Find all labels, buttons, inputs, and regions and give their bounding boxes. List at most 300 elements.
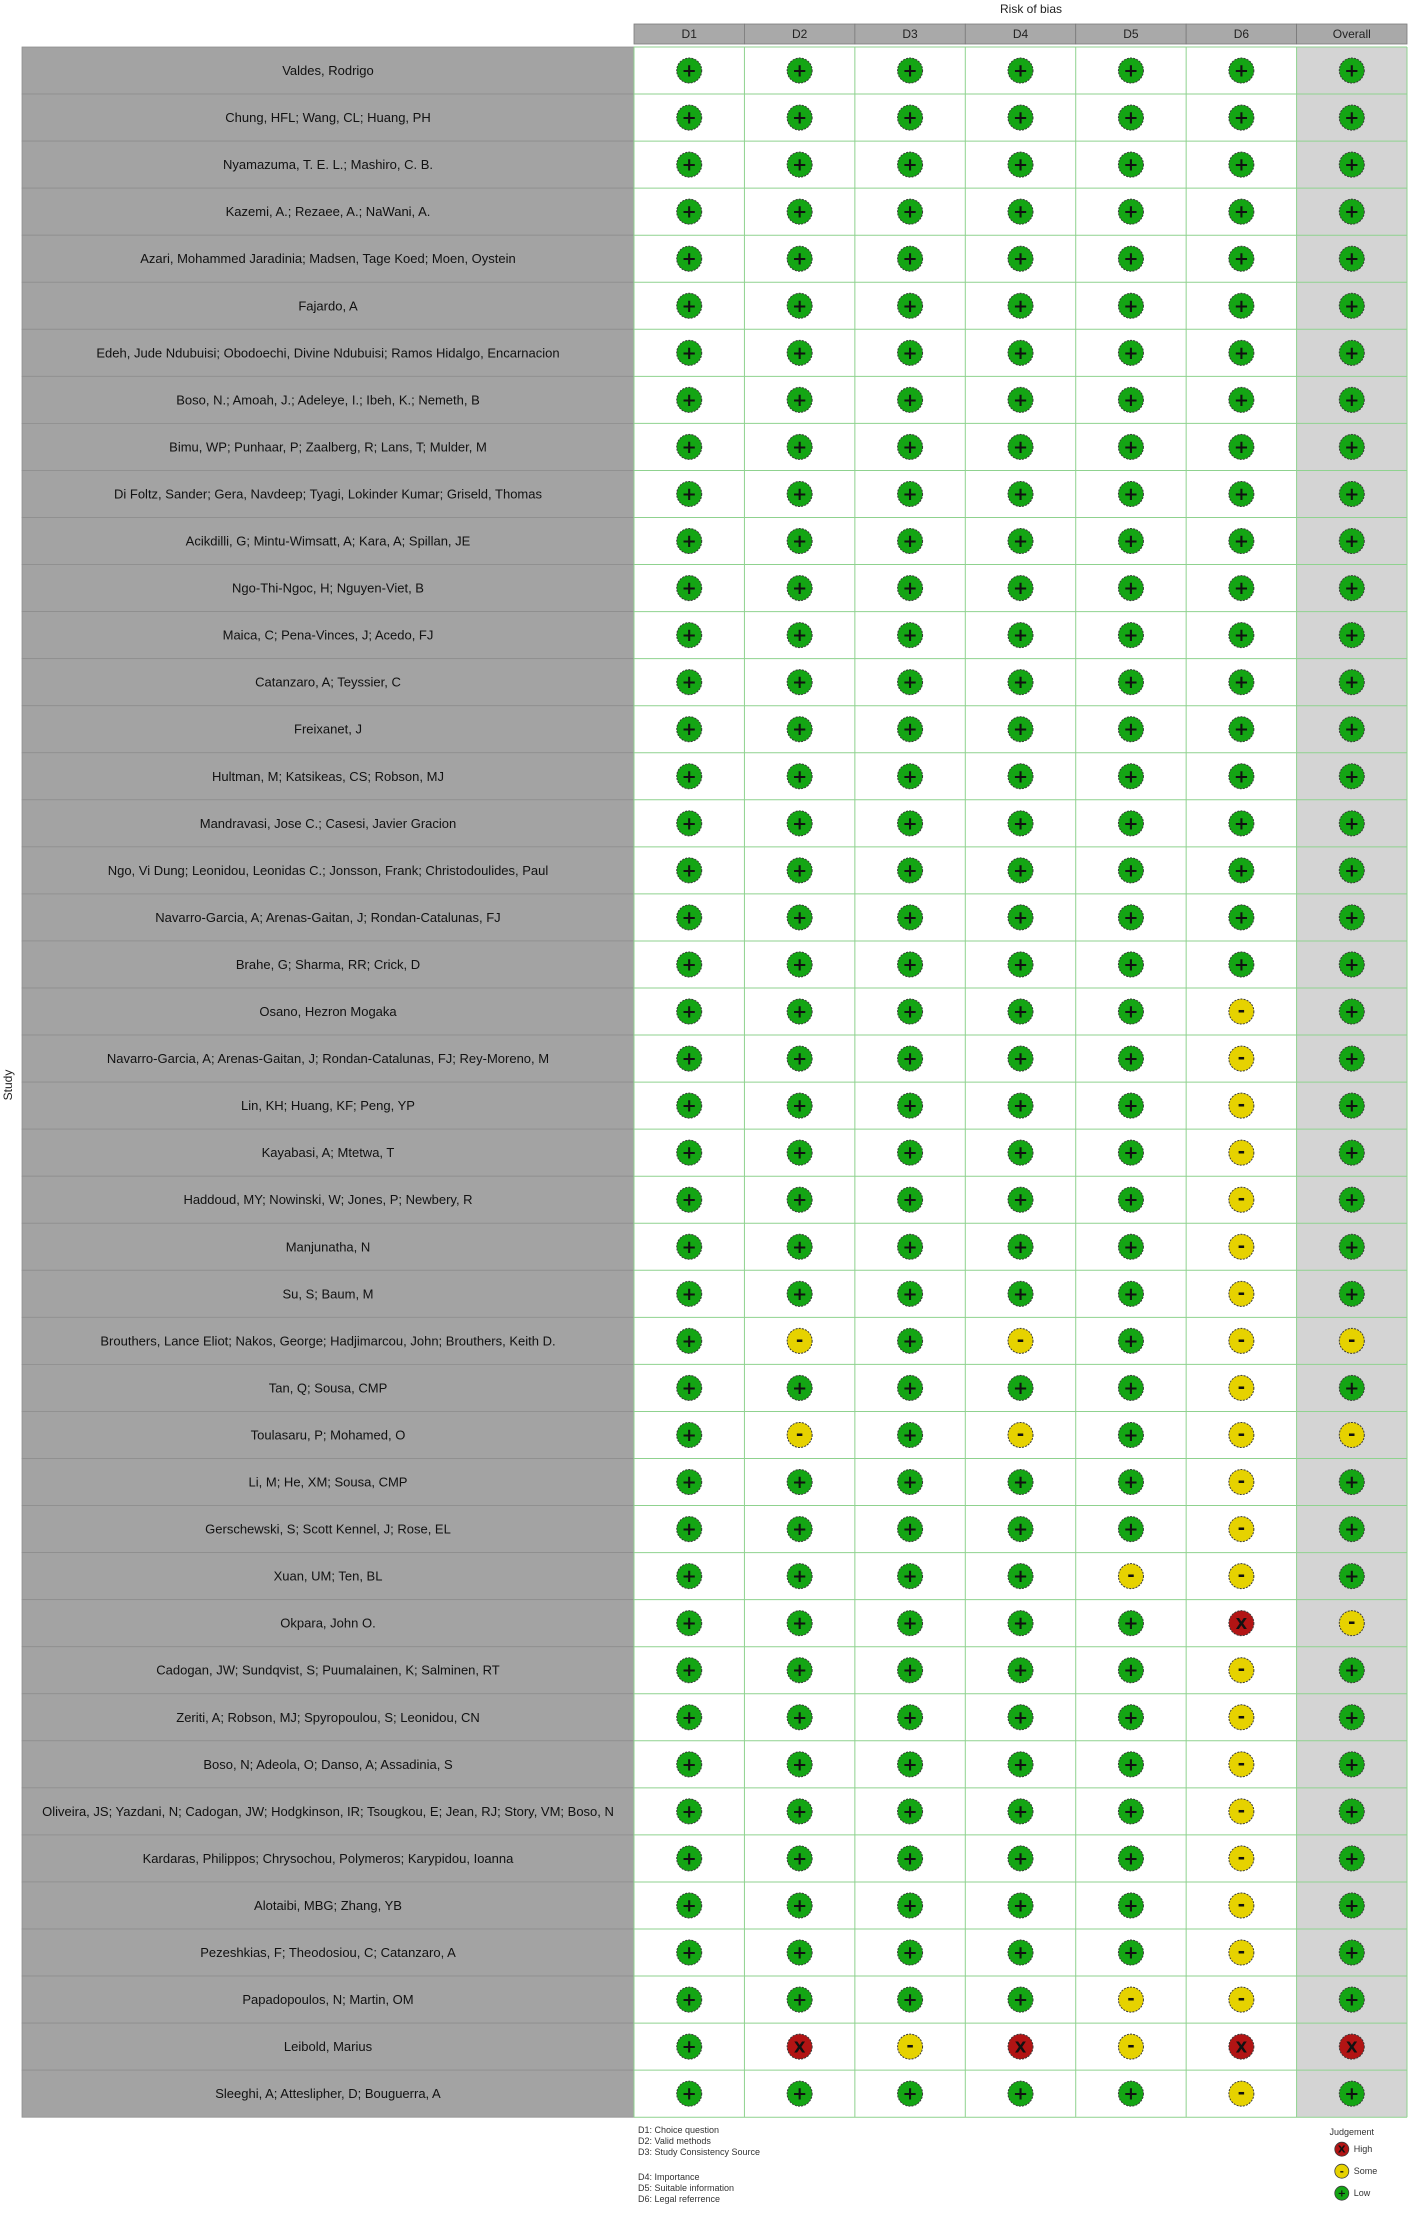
judgement-symbol: +: [792, 1566, 808, 1588]
judgement-symbol: +: [792, 201, 808, 223]
header-label-d3: D3: [902, 27, 918, 41]
judgement-symbol: -: [795, 1423, 804, 1445]
judgement-symbol: +: [681, 1801, 697, 1823]
judgement-symbol: -: [1127, 2035, 1135, 2057]
study-label: Boso, N; Adeola, O; Danso, A; Assadinia, S: [203, 1756, 453, 1772]
judgement-symbol: +: [1123, 1519, 1139, 1541]
judgement-symbol: +: [1344, 1472, 1360, 1494]
judgement-symbol: +: [902, 1754, 918, 1776]
judgement-symbol: +: [792, 1519, 808, 1541]
judgement-symbol: +: [792, 578, 808, 600]
domain-description: D5: Suitable information: [638, 2183, 735, 2194]
judgement-symbol: +: [1012, 60, 1029, 82]
judgement-symbol: +: [1012, 719, 1029, 741]
domain-description: D3: Study Consistency Source: [638, 2147, 761, 2158]
judgement-symbol: +: [1123, 295, 1139, 317]
judgement-symbol: +: [681, 483, 697, 505]
judgement-symbol: +: [1344, 578, 1360, 600]
judgement-symbol: +: [792, 1613, 808, 1635]
judgement-symbol: +: [1233, 436, 1249, 458]
judgement-symbol: X: [1346, 2038, 1358, 2057]
judgement-symbol: +: [1012, 1801, 1029, 1823]
judgement-symbol: +: [902, 1613, 918, 1635]
judgement-symbol: +: [1123, 1895, 1139, 1917]
judgement-symbol: +: [681, 295, 697, 317]
study-label: Xuan, UM; Ten, BL: [273, 1568, 383, 1584]
study-label: Valdes, Rodrigo: [282, 63, 374, 79]
study-label: Navarro-Garcia, A; Arenas-Gaitan, J; Rondan-Catalunas, FJ: [155, 909, 501, 925]
judgement-symbol: +: [1123, 1001, 1139, 1023]
judgement-symbol: +: [1012, 342, 1029, 364]
judgement-symbol: +: [902, 1236, 918, 1258]
study-label: Maica, C; Pena-Vinces, J; Acedo, FJ: [222, 627, 434, 643]
judgement-symbol: +: [902, 60, 918, 82]
judgement-symbol: +: [1012, 1142, 1029, 1164]
study-label: Haddoud, MY; Nowinski, W; Jones, P; Newbery, R: [183, 1192, 473, 1208]
chart-title: Risk of bias: [999, 2, 1063, 16]
judgement-symbol: +: [1123, 860, 1139, 882]
legend-title: Judgement: [1329, 2127, 1375, 2138]
judgement-symbol: -: [1127, 1988, 1135, 2010]
judgement-symbol: +: [1233, 766, 1249, 788]
judgement-symbol: +: [681, 389, 697, 411]
judgement-symbol: +: [792, 1377, 808, 1399]
study-label: Azari, Mohammed Jaradinia; Madsen, Tage Koed; Moen, Oystein: [140, 251, 516, 267]
judgement-symbol: +: [681, 1377, 697, 1399]
judgement-symbol: +: [1012, 1095, 1029, 1117]
study-label: Leibold, Marius: [283, 2039, 373, 2055]
judgement-symbol: +: [1123, 1754, 1139, 1776]
judgement-symbol: +: [1012, 1989, 1029, 2011]
legend-symbol: -: [1339, 2166, 1344, 2178]
judgement-symbol: +: [902, 1424, 918, 1446]
judgement-symbol: +: [1344, 813, 1360, 835]
judgement-symbol: +: [681, 1613, 697, 1635]
judgement-symbol: +: [1344, 625, 1360, 647]
judgement-symbol: -: [1237, 1659, 1246, 1681]
header-label-d5: D5: [1123, 27, 1139, 41]
judgement-symbol: +: [902, 1566, 918, 1588]
judgement-symbol: +: [902, 1048, 918, 1070]
judgement-symbol: +: [792, 766, 808, 788]
judgement-symbol: +: [681, 1236, 697, 1258]
judgement-symbol: -: [1237, 1094, 1246, 1116]
study-label: Okpara, John O.: [280, 1615, 376, 1631]
judgement-symbol: X: [793, 2038, 806, 2057]
study-label: Edeh, Jude Ndubuisi; Obodoechi, Divine Ndubuisi; Ramos Hidalgo, Encarnacion: [96, 345, 560, 361]
judgement-symbol: +: [902, 1519, 918, 1541]
study-label: Gerschewski, S; Scott Kennel, J; Rose, EL: [205, 1521, 451, 1537]
judgement-symbol: +: [1123, 531, 1139, 553]
study-label: Catanzaro, A; Teyssier, C: [255, 674, 401, 690]
study-label: Freixanet, J: [294, 721, 362, 737]
judgement-symbol: +: [1012, 1895, 1029, 1917]
judgement-symbol: +: [902, 1895, 918, 1917]
study-label: Alotaibi, MBG; Zhang, YB: [254, 1897, 402, 1913]
judgement-symbol: +: [902, 1848, 918, 1870]
judgement-symbol: +: [1123, 1424, 1139, 1446]
judgement-symbol: -: [1348, 1612, 1356, 1634]
study-label: Su, S; Baum, M: [282, 1286, 374, 1302]
judgement-symbol: +: [681, 1754, 697, 1776]
judgement-symbol: +: [1123, 1142, 1139, 1164]
judgement-symbol: +: [792, 1001, 808, 1023]
judgement-symbol: -: [795, 1329, 804, 1351]
judgement-symbol: +: [792, 342, 808, 364]
study-label: Zeriti, A; Robson, MJ; Spyropoulou, S; Leonidou, CN: [176, 1709, 480, 1725]
judgement-symbol: +: [792, 1942, 808, 1964]
legend-label-some: Some: [1353, 2166, 1378, 2177]
header-label-overall: Overall: [1332, 27, 1371, 41]
domain-description: D1: Choice question: [638, 2125, 720, 2136]
judgement-symbol: +: [1012, 1848, 1029, 1870]
judgement-symbol: +: [902, 2083, 918, 2105]
judgement-symbol: +: [902, 1283, 918, 1305]
judgement-symbol: +: [681, 860, 697, 882]
judgement-symbol: +: [1012, 1519, 1029, 1541]
judgement-symbol: +: [792, 625, 808, 647]
judgement-symbol: +: [681, 107, 697, 129]
study-label: Sleeghi, A; Atteslipher, D; Bouguerra, A: [215, 2086, 441, 2102]
judgement-symbol: +: [1344, 1001, 1360, 1023]
judgement-symbol: +: [902, 531, 918, 553]
judgement-symbol: +: [1123, 1283, 1139, 1305]
study-label: Chung, HFL; Wang, CL; Huang, PH: [225, 110, 431, 126]
judgement-symbol: +: [1012, 1377, 1029, 1399]
judgement-symbol: +: [902, 201, 918, 223]
judgement-symbol: +: [1233, 295, 1249, 317]
judgement-symbol: -: [1237, 1565, 1246, 1587]
judgement-symbol: +: [1344, 154, 1360, 176]
judgement-symbol: +: [681, 60, 697, 82]
legend-symbol: +: [1337, 2188, 1346, 2200]
judgement-symbol: +: [1123, 1330, 1139, 1352]
judgement-symbol: +: [792, 1283, 808, 1305]
judgement-symbol: +: [792, 2083, 808, 2105]
judgement-symbol: +: [1012, 1754, 1029, 1776]
judgement-symbol: +: [902, 1660, 918, 1682]
judgement-symbol: +: [902, 1472, 918, 1494]
study-label: Toulasaru, P; Mohamed, O: [250, 1427, 406, 1443]
study-label: Tan, Q; Sousa, CMP: [268, 1380, 388, 1396]
judgement-symbol: +: [1123, 436, 1139, 458]
header-label-d1: D1: [681, 27, 697, 41]
judgement-symbol: +: [1233, 531, 1249, 553]
judgement-symbol: +: [681, 1189, 697, 1211]
study-label: Brahe, G; Sharma, RR; Crick, D: [235, 956, 421, 972]
judgement-symbol: +: [1233, 154, 1249, 176]
judgement-symbol: +: [1012, 1942, 1029, 1964]
judgement-symbol: +: [792, 436, 808, 458]
judgement-symbol: +: [1344, 860, 1360, 882]
legend-label-high: High: [1353, 2144, 1373, 2155]
study-label: Osano, Hezron Mogaka: [259, 1004, 397, 1020]
judgement-symbol: +: [681, 1707, 697, 1729]
judgement-symbol: +: [1233, 907, 1249, 929]
judgement-symbol: -: [1237, 1376, 1246, 1398]
judgement-symbol: +: [1123, 201, 1139, 223]
judgement-symbol: +: [1012, 483, 1029, 505]
judgement-symbol: +: [681, 1895, 697, 1917]
study-label: Pezeshkias, F; Theodosiou, C; Catanzaro, A: [200, 1945, 456, 1961]
judgement-symbol: +: [792, 907, 808, 929]
header-label-d2: D2: [791, 27, 808, 41]
judgement-symbol: +: [681, 1566, 697, 1588]
judgement-symbol: +: [1012, 1189, 1029, 1211]
judgement-symbol: +: [902, 1707, 918, 1729]
judgement-symbol: -: [1348, 1329, 1356, 1351]
judgement-symbol: +: [1344, 1660, 1360, 1682]
judgement-symbol: +: [1344, 1377, 1360, 1399]
judgement-symbol: +: [681, 1095, 697, 1117]
judgement-symbol: +: [681, 813, 697, 835]
judgement-symbol: +: [902, 907, 918, 929]
judgement-symbol: -: [1237, 1000, 1246, 1022]
judgement-symbol: +: [1344, 766, 1360, 788]
judgement-symbol: +: [681, 2036, 697, 2058]
judgement-symbol: -: [1237, 1235, 1246, 1257]
judgement-symbol: +: [1344, 342, 1360, 364]
judgement-symbol: +: [1344, 1895, 1360, 1917]
study-label: Di Foltz, Sander; Gera, Navdeep; Tyagi, Lokinder Kumar; Griseld, Thomas: [114, 486, 542, 502]
study-label: Nyamazuma, T. E. L.; Mashiro, C. B.: [223, 157, 433, 173]
judgement-symbol: +: [792, 1236, 808, 1258]
judgement-symbol: +: [1012, 1707, 1029, 1729]
judgement-symbol: +: [792, 1989, 808, 2011]
judgement-symbol: +: [681, 954, 697, 976]
judgement-symbol: +: [681, 1519, 697, 1541]
judgement-symbol: +: [1344, 954, 1360, 976]
judgement-symbol: +: [1012, 201, 1029, 223]
judgement-symbol: X: [1014, 2038, 1027, 2057]
judgement-symbol: +: [1344, 1048, 1360, 1070]
judgement-symbol: +: [792, 107, 808, 129]
judgement-symbol: +: [1123, 672, 1139, 694]
judgement-symbol: +: [1233, 860, 1249, 882]
judgement-symbol: +: [681, 1989, 697, 2011]
judgement-symbol: -: [1237, 1753, 1246, 1775]
judgement-symbol: +: [1123, 907, 1139, 929]
judgement-symbol: +: [681, 625, 697, 647]
judgement-symbol: +: [1233, 248, 1249, 270]
judgement-symbol: +: [1344, 2083, 1360, 2105]
judgement-symbol: +: [1233, 625, 1249, 647]
judgement-symbol: -: [1237, 1847, 1246, 1869]
study-label: Navarro-Garcia, A; Arenas-Gaitan, J; Rondan-Catalunas, FJ; Rey-Moreno, M: [106, 1051, 550, 1067]
judgement-symbol: +: [1123, 1236, 1139, 1258]
judgement-symbol: -: [1127, 1565, 1135, 1587]
judgement-symbol: +: [1012, 578, 1029, 600]
judgement-symbol: +: [681, 248, 697, 270]
judgement-symbol: +: [792, 719, 808, 741]
judgement-symbol: +: [902, 1001, 918, 1023]
judgement-symbol: +: [1012, 813, 1029, 835]
study-label: Boso, N.; Amoah, J.; Adeleye, I.; Ibeh, K.; Nemeth, B: [176, 392, 480, 408]
judgement-symbol: +: [792, 1801, 808, 1823]
judgement-symbol: -: [1237, 1518, 1246, 1540]
judgement-symbol: +: [902, 1377, 918, 1399]
judgement-symbol: +: [1233, 389, 1249, 411]
study-label: Bimu, WP; Punhaar, P; Zaalberg, R; Lans, T; Mulder, M: [169, 439, 487, 455]
legend-label-low: Low: [1353, 2188, 1371, 2199]
study-label: Ngo-Thi-Ngoc, H; Nguyen-Viet, B: [232, 580, 424, 596]
judgement-symbol: +: [681, 1283, 697, 1305]
judgement-symbol: +: [1012, 436, 1029, 458]
judgement-symbol: +: [792, 1142, 808, 1164]
judgement-symbol: +: [1344, 201, 1360, 223]
judgement-symbol: +: [1344, 1236, 1360, 1258]
domain-description: D4: Importance: [638, 2172, 700, 2183]
judgement-symbol: -: [1237, 1423, 1246, 1445]
judgement-symbol: +: [902, 860, 918, 882]
judgement-symbol: +: [902, 389, 918, 411]
judgement-symbol: +: [1123, 1801, 1139, 1823]
judgement-symbol: -: [1016, 1423, 1025, 1445]
judgement-symbol: +: [792, 295, 808, 317]
judgement-symbol: +: [792, 1707, 808, 1729]
judgement-symbol: +: [1233, 107, 1249, 129]
judgement-symbol: +: [1123, 1472, 1139, 1494]
judgement-symbol: +: [792, 860, 808, 882]
judgement-symbol: +: [681, 1330, 697, 1352]
judgement-symbol: +: [681, 436, 697, 458]
judgement-symbol: +: [1012, 1236, 1029, 1258]
judgement-symbol: -: [906, 2035, 914, 2057]
judgement-symbol: +: [1123, 107, 1139, 129]
judgement-symbol: +: [1344, 60, 1360, 82]
judgement-symbol: +: [902, 766, 918, 788]
judgement-symbol: -: [1237, 1471, 1246, 1493]
judgement-symbol: +: [1012, 766, 1029, 788]
judgement-symbol: +: [1123, 1942, 1139, 1964]
study-label: Cadogan, JW; Sundqvist, S; Puumalainen, K; Salminen, RT: [156, 1662, 500, 1678]
judgement-symbol: +: [1344, 483, 1360, 505]
judgement-symbol: -: [1237, 1141, 1246, 1163]
judgement-symbol: -: [1348, 1423, 1356, 1445]
judgement-symbol: -: [1237, 1988, 1246, 2010]
judgement-symbol: +: [1233, 201, 1249, 223]
judgement-symbol: +: [1344, 1519, 1360, 1541]
judgement-symbol: +: [792, 1848, 808, 1870]
judgement-symbol: +: [1012, 1001, 1029, 1023]
judgement-symbol: +: [1123, 766, 1139, 788]
judgement-symbol: +: [1012, 531, 1029, 553]
study-label: Ngo, Vi Dung; Leonidou, Leonidas C.; Jonsson, Frank; Christodoulides, Paul: [107, 862, 549, 878]
study-label: Manjunatha, N: [285, 1239, 371, 1255]
judgement-symbol: +: [902, 1989, 918, 2011]
judgement-symbol: +: [1344, 1989, 1360, 2011]
judgement-symbol: +: [902, 1095, 918, 1117]
judgement-symbol: -: [1237, 2082, 1246, 2104]
judgement-symbol: +: [902, 672, 918, 694]
judgement-symbol: +: [1123, 1707, 1139, 1729]
judgement-symbol: +: [792, 1754, 808, 1776]
judgement-symbol: -: [1237, 1282, 1246, 1304]
judgement-symbol: +: [1344, 389, 1360, 411]
judgement-symbol: +: [681, 766, 697, 788]
domain-description: D6: Legal referrence: [638, 2194, 721, 2205]
judgement-symbol: +: [1344, 1095, 1360, 1117]
judgement-symbol: -: [1237, 1941, 1246, 1963]
judgement-symbol: +: [681, 2083, 697, 2105]
judgement-symbol: +: [1012, 295, 1029, 317]
judgement-symbol: +: [792, 1895, 808, 1917]
judgement-symbol: +: [1012, 1566, 1029, 1588]
judgement-symbol: +: [1344, 719, 1360, 741]
judgement-symbol: +: [1344, 1189, 1360, 1211]
judgement-symbol: +: [1012, 625, 1029, 647]
judgement-symbol: +: [1123, 248, 1139, 270]
judgement-symbol: +: [902, 342, 918, 364]
judgement-symbol: +: [1233, 672, 1249, 694]
judgement-symbol: +: [681, 1424, 697, 1446]
judgement-symbol: +: [681, 1048, 697, 1070]
judgement-symbol: -: [1237, 1188, 1246, 1210]
judgement-symbol: +: [681, 672, 697, 694]
judgement-symbol: +: [1123, 1660, 1139, 1682]
judgement-symbol: -: [1237, 1706, 1246, 1728]
judgement-symbol: +: [1012, 954, 1029, 976]
judgement-symbol: +: [1233, 483, 1249, 505]
judgement-symbol: +: [1233, 719, 1249, 741]
header-label-d4: D4: [1012, 27, 1029, 41]
judgement-symbol: +: [1344, 672, 1360, 694]
judgement-symbol: +: [1123, 1848, 1139, 1870]
study-label: Mandravasi, Jose C.; Casesi, Javier Gracion: [199, 815, 457, 831]
domain-description: D2: Valid methods: [638, 2136, 711, 2147]
judgement-symbol: +: [1344, 107, 1360, 129]
judgement-symbol: +: [1012, 1283, 1029, 1305]
judgement-symbol: +: [681, 1472, 697, 1494]
judgement-symbol: +: [681, 531, 697, 553]
judgement-symbol: +: [1012, 2083, 1029, 2105]
judgement-symbol: +: [902, 107, 918, 129]
judgement-symbol: +: [1123, 2083, 1139, 2105]
judgement-symbol: +: [1123, 1048, 1139, 1070]
judgement-symbol: +: [902, 1801, 918, 1823]
judgement-symbol: +: [1123, 625, 1139, 647]
judgement-symbol: +: [681, 719, 697, 741]
judgement-symbol: +: [792, 813, 808, 835]
judgement-symbol: +: [1233, 342, 1249, 364]
study-label: Oliveira, JS; Yazdani, N; Cadogan, JW; Hodgkinson, IR; Tsougkou, E; Jean, RJ; Story, VM; Boso, N: [42, 1803, 614, 1819]
study-label: Acikdilli, G; Mintu-Wimsatt, A; Kara, A; Spillan, JE: [185, 533, 471, 549]
judgement-symbol: +: [1344, 1142, 1360, 1164]
study-label: Fajardo, A: [298, 298, 358, 314]
judgement-symbol: +: [902, 813, 918, 835]
judgement-symbol: +: [902, 483, 918, 505]
judgement-symbol: +: [1012, 1613, 1029, 1635]
judgement-symbol: +: [1344, 1848, 1360, 1870]
judgement-symbol: -: [1237, 1047, 1246, 1069]
judgement-symbol: +: [792, 672, 808, 694]
judgement-symbol: +: [792, 1660, 808, 1682]
judgement-symbol: +: [681, 1942, 697, 1964]
judgement-symbol: +: [1233, 578, 1249, 600]
judgement-symbol: -: [1237, 1800, 1246, 1822]
judgement-symbol: +: [902, 1942, 918, 1964]
judgement-symbol: -: [1016, 1329, 1025, 1351]
judgement-symbol: +: [792, 1048, 808, 1070]
judgement-symbol: +: [1233, 813, 1249, 835]
judgement-symbol: +: [902, 1142, 918, 1164]
judgement-symbol: +: [1233, 954, 1249, 976]
judgement-symbol: +: [902, 578, 918, 600]
judgement-symbol: +: [902, 954, 918, 976]
judgement-symbol: +: [902, 248, 918, 270]
judgement-symbol: +: [1012, 248, 1029, 270]
judgement-symbol: +: [792, 1472, 808, 1494]
